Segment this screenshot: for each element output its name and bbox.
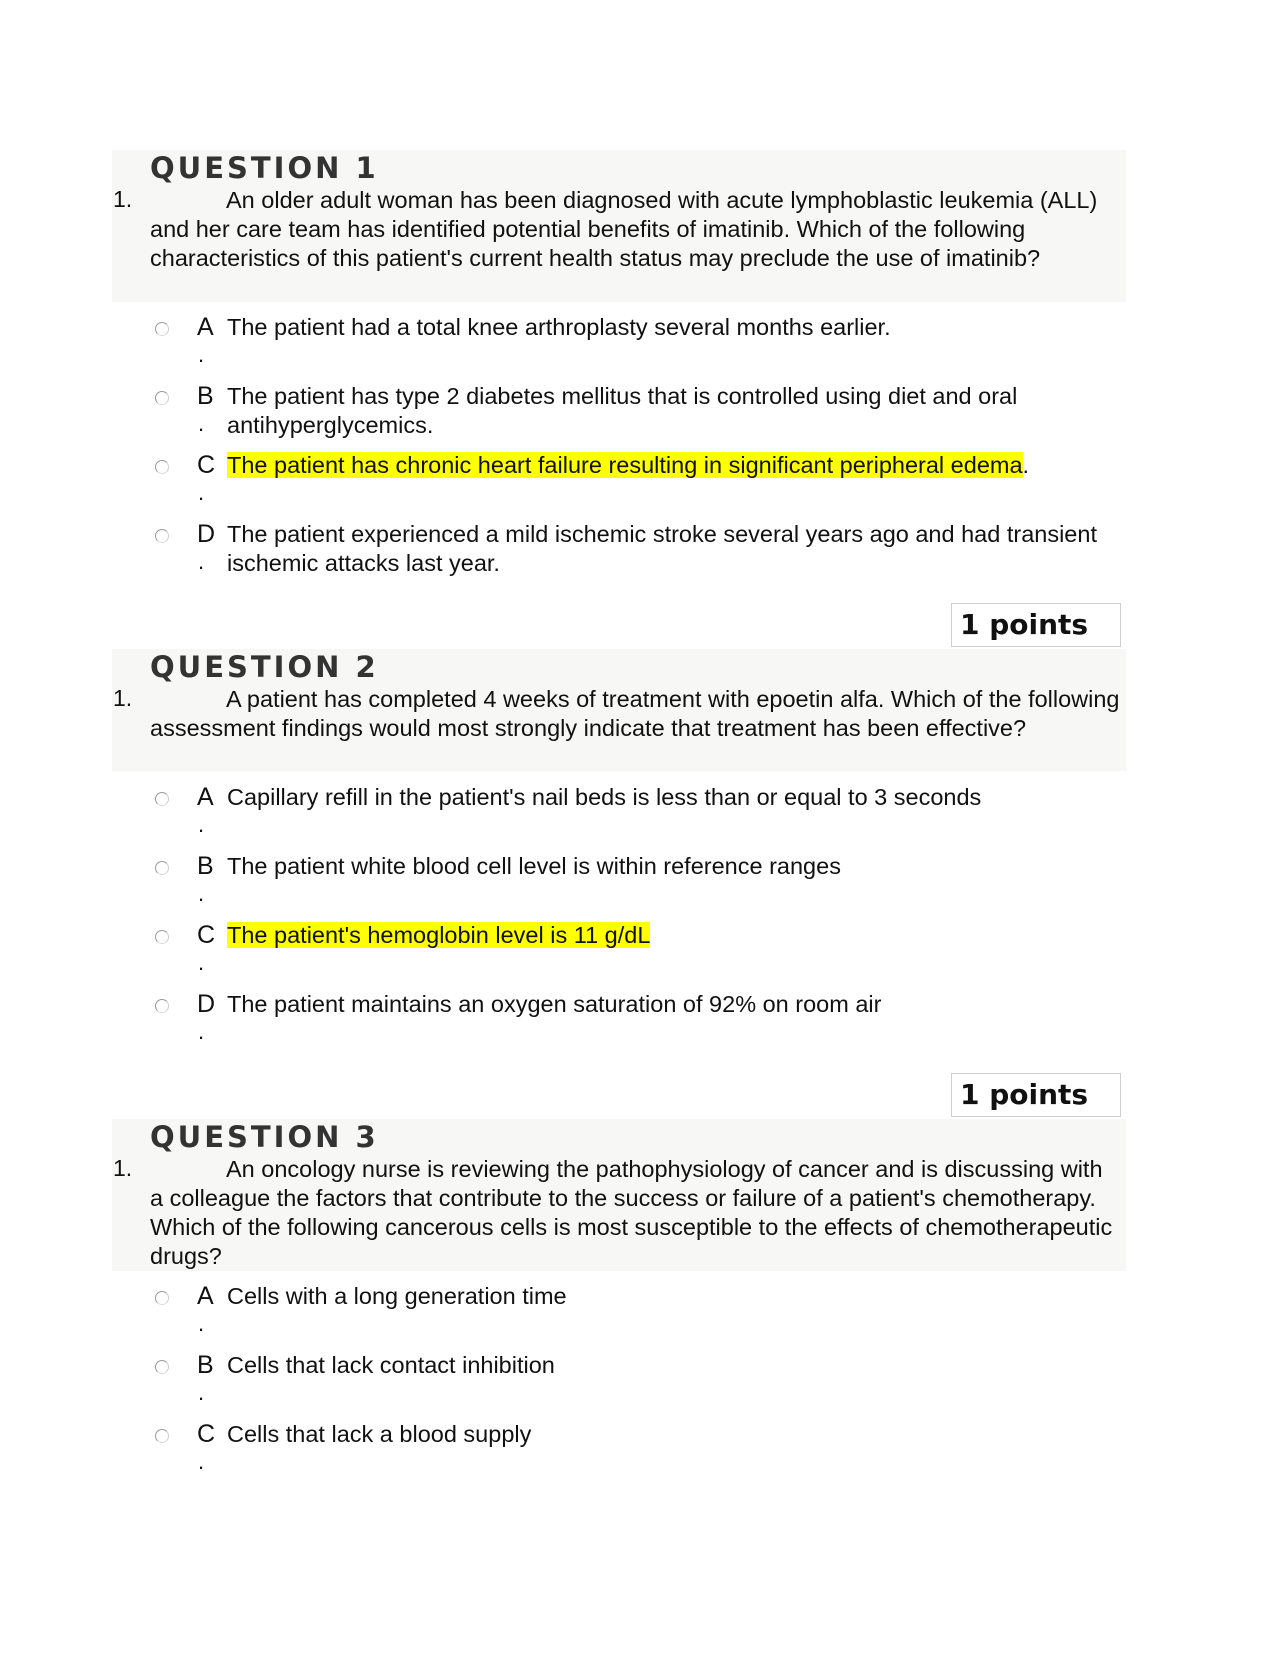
option-text: Capillary refill in the patient's nail beds is less than or equal to 3 seconds (227, 784, 982, 810)
points-box: 1 points (951, 603, 1121, 647)
question-1-text: An older adult woman has been diagnosed with acute lymphoblastic leukemia (ALL) and her care team has identified potential benefits of imatinib. Which of the following characteristics of this patient's current health status may preclude the use of imatinib? (150, 187, 1098, 271)
question-2-text: A patient has completed 4 weeks of treatment with epoetin alfa. Which of the following assessment findings would most strongly indicate that treatment has been effective? (150, 686, 1120, 741)
radio-button[interactable] (155, 529, 169, 543)
option-letter: B (197, 1351, 214, 1379)
option-text: The patient experienced a mild ischemic stroke several years ago and had transient ischemic attacks last year. (227, 521, 1097, 576)
question-1-number: 1. (113, 186, 133, 212)
option-dot: . (198, 1019, 205, 1044)
option-dot: . (198, 480, 205, 505)
option-text: The patient had a total knee arthroplasty several months earlier. (227, 314, 891, 340)
option-text: Cells that lack a blood supply (227, 1421, 532, 1447)
option-letter: A (197, 313, 214, 341)
option-letter: C (197, 1420, 216, 1448)
option-text: The patient maintains an oxygen saturation of 92% on room air (227, 991, 882, 1017)
option-letter: A (197, 783, 214, 811)
question-3-number: 1. (113, 1155, 133, 1181)
option-letter: D (197, 520, 216, 548)
radio-button[interactable] (155, 930, 169, 944)
option-dot: . (198, 1380, 205, 1405)
radio-button[interactable] (155, 1360, 169, 1374)
radio-button[interactable] (155, 999, 169, 1013)
option-letter: B (197, 382, 214, 410)
option-letter: C (197, 921, 216, 949)
option-dot: . (198, 950, 205, 975)
option-letter: D (197, 990, 216, 1018)
radio-button[interactable] (155, 792, 169, 806)
radio-button[interactable] (155, 322, 169, 336)
option-dot: . (198, 342, 205, 367)
radio-button[interactable] (155, 1429, 169, 1443)
points-box: 1 points (951, 1073, 1121, 1117)
option-text: The patient white blood cell level is within reference ranges (227, 853, 841, 879)
option-dot: . (198, 1311, 205, 1336)
radio-button[interactable] (155, 861, 169, 875)
question-2-number: 1. (113, 685, 133, 711)
radio-button[interactable] (155, 391, 169, 405)
option-text: Cells that lack contact inhibition (227, 1352, 555, 1378)
option-text (227, 921, 1107, 950)
radio-button[interactable] (155, 1291, 169, 1305)
question-3-title: QUESTION 3 (150, 1120, 379, 1154)
option-dot: . (198, 549, 205, 574)
option-letter: C (197, 451, 216, 479)
answer-highlight: The patient's hemoglobin level is 11 g/dL (227, 922, 651, 948)
question-2-title: QUESTION 2 (150, 650, 379, 684)
option-letter: A (197, 1282, 214, 1310)
option-text: The patient has type 2 diabetes mellitus that is controlled using diet and oral antihyperglycemics. (227, 383, 1018, 438)
option-dot: . (198, 411, 205, 436)
option-dot: . (198, 812, 205, 837)
option-letter: B (197, 852, 214, 880)
option-text: Cells with a long generation time (227, 1283, 567, 1309)
option-dot: . (198, 1449, 205, 1474)
radio-button[interactable] (155, 460, 169, 474)
option-text (227, 451, 1107, 480)
option-text-suffix: . (1022, 452, 1030, 478)
question-1-title: QUESTION 1 (150, 151, 379, 185)
answer-highlight: The patient has chronic heart failure resulting in significant peripheral edema (227, 452, 1023, 478)
option-dot: . (198, 881, 205, 906)
question-3-text: An oncology nurse is reviewing the pathophysiology of cancer and is discussing with a colleague the factors that contribute to the success or failure of a patient's chemotherapy. Which of the following cancerous cells is most susceptible to the effects of chemotherapeutic drugs? (150, 1156, 1113, 1269)
